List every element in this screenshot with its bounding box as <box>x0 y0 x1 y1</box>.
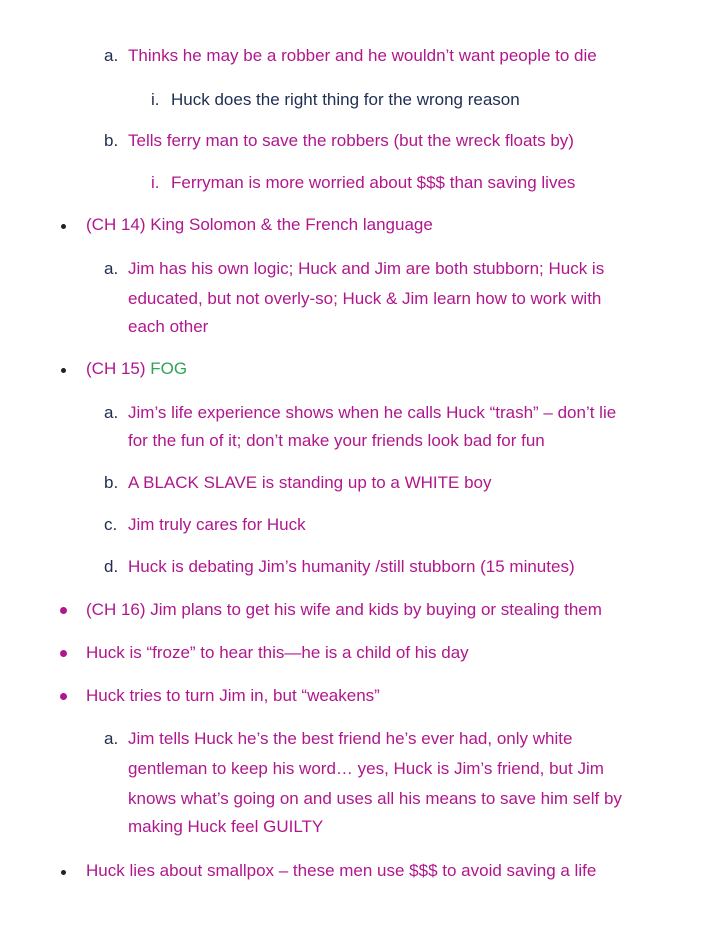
list-marker: a. <box>104 259 119 278</box>
list-item: (CH 14) King Solomon & the French language <box>86 215 433 234</box>
list-item: (CH 16) Jim plans to get his wife and kids by buying or stealing them <box>86 600 602 619</box>
list-item-line: for the fun of it; don’t make your friends look bad for fun <box>128 431 545 450</box>
list-item: Thinks he may be a robber and he wouldn’t want people to die <box>128 46 597 65</box>
list-item: A BLACK SLAVE is standing up to a WHITE boy <box>128 473 492 492</box>
list-item: Huck is debating Jim’s humanity /still stubborn (15 minutes) <box>128 557 575 576</box>
list-marker: c. <box>104 515 118 534</box>
bullet-icon <box>60 693 67 700</box>
bullet-icon <box>60 650 67 657</box>
list-item-line: Jim tells Huck he’s the best friend he’s ever had, only white <box>128 729 573 748</box>
list-item-line: each other <box>128 317 209 336</box>
list-marker: a. <box>104 46 119 65</box>
list-item-line: Jim has his own logic; Huck and Jim are both stubborn; Huck is <box>128 259 605 278</box>
list-marker: i. <box>151 173 160 192</box>
list-item: Huck is “froze” to hear this—he is a child of his day <box>86 643 469 662</box>
list-item <box>86 358 187 379</box>
chapter-label: (CH 15) <box>86 359 151 378</box>
list-item-line: educated, but not overly-so; Huck & Jim learn how to work with <box>128 289 602 308</box>
list-item: Huck does the right thing for the wrong reason <box>171 90 520 109</box>
list-item: Jim truly cares for Huck <box>128 515 306 534</box>
list-marker: b. <box>104 131 119 150</box>
list-item: Huck lies about smallpox – these men use $$$ to avoid saving a life <box>86 861 597 880</box>
list-marker: d. <box>104 557 119 576</box>
list-marker: i. <box>151 90 160 109</box>
bullet-icon <box>60 607 67 614</box>
bullet-icon <box>61 870 66 875</box>
fog-label: FOG <box>150 359 188 378</box>
list-item-line: gentleman to keep his word… yes, Huck is Jim’s friend, but Jim <box>128 759 604 778</box>
list-item: Huck tries to turn Jim in, but “weakens” <box>86 686 380 705</box>
list-item-line: knows what’s going on and uses all his means to save him self by <box>128 789 622 808</box>
list-item-line: making Huck feel GUILTY <box>128 817 324 836</box>
list-item-line: Jim’s life experience shows when he calls Huck “trash” – don’t lie <box>128 403 617 422</box>
list-item: Ferryman is more worried about $$$ than saving lives <box>171 173 576 192</box>
bullet-icon <box>61 224 66 229</box>
list-marker: a. <box>104 403 119 422</box>
list-marker: b. <box>104 473 119 492</box>
bullet-icon <box>61 368 66 373</box>
list-marker: a. <box>104 729 119 748</box>
list-item: Tells ferry man to save the robbers (but the wreck floats by) <box>128 131 574 150</box>
